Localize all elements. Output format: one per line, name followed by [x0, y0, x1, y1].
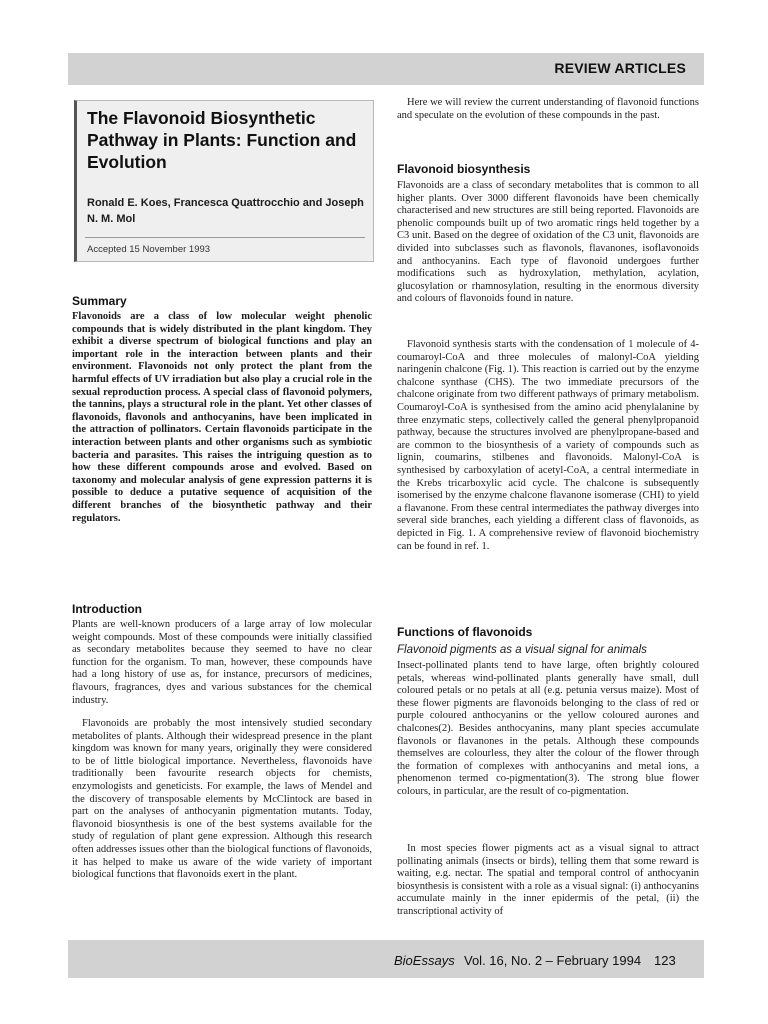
functions-heading: Functions of flavonoids	[397, 625, 533, 639]
article-authors: Ronald E. Koes, Francesca Quattrocchio and Joseph N. M. Mol	[87, 197, 364, 225]
article-title: The Flavonoid Biosynthetic Pathway in Plants: Function and Evolution	[87, 108, 357, 172]
section-label: REVIEW ARTICLES	[554, 60, 686, 76]
title-box	[74, 100, 374, 262]
pigments-subheading: Flavonoid pigments as a visual signal for animals	[397, 644, 647, 656]
page-number: 123	[654, 953, 676, 968]
functions-paragraph-1: Insect-pollinated plants tend to have large, often brightly coloured petals, whereas wind-pollinated plants generally have small, dull coloured petals or no petals at all (e.g. petunia versus maize). Most of these flower pigments are flavonoids belonging to the class of red or purple coloured anthocyanins or the yellow coloured aurones and chalcones(2). Besides anthocyanins, many plant species accumulate flavonols or flavanones in the petals. Although these compounds themselves are colourless, they alter the colour of the flower through the formation of complexes with anthocyanins and metal ions, a phenomenon termed co-pigmentation(3). The strong blue flower colours, in particular, are the result of co-pigmentation.	[397, 660, 699, 797]
introduction-paragraph-2: Flavonoids are probably the most intensively studied secondary metabolites of plants. Although their widespread presence in the plant kingdom was known for many years, originally they were considered to be of little biological importance. Nevertheless, flavonoids have traditionally been favourite research objects for chemists, enzymologists and geneticists. For example, the laws of Mendel and the discovery of transposable elements by McClintock are based in part on the analyses of anthocyanin pigmentation mutants. Today, flavonoid biosynthesis is one of the best systems available for the study of regulation of plant gene expression. Although this research often addresses issues other than the biological functions of flavonoids, it has helped to make us aware of the wide variety of important biological functions that flavonoids exert in the plant.	[72, 718, 372, 881]
header-bar	[68, 53, 704, 85]
summary-text: Flavonoids are a class of low molecular weight phenolic compounds that is widely distributed in the plant kingdom. They exhibit a diverse spectrum of biological functions and play an important role in the interaction between plants and their environment. Flavonoids not only protect the plant from the harmful effects of UV irradiation but also play a crucial role in the sexual reproduction process. A special class of flavonoid polymers, the tannins, plays a structural role in the plant. Yet other classes of flavonoids, flavonols and anthocyanins, have been implicated in the attraction of pollinators. Certain flavonoids participate in the interaction between plants and other organisms such as symbiotic bacteria and parasites. This raises the intriguing question as to how these different compounds arose and evolved. Based on taxonomy and molecular analysis of gene expression patterns it is possible to deduce a putative sequence of acquisition of the different branches of the biosynthetic pathway and their regulators.	[72, 311, 372, 524]
journal-name: BioEssays	[394, 953, 455, 968]
review-intro: Here we will review the current understanding of flavonoid functions and speculate on the evolution of these compounds in the past.	[397, 97, 699, 121]
biosynthesis-paragraph-1: Flavonoids are a class of secondary metabolites that is common to all higher plants. Over 3000 different flavonoids have been chemically characterised and new structures are still being reported. Flavonoids are phenolic compounds built up of two aromatic rings held together by a C3 unit. Based on the degree of oxidation of the C3 unit, flavonoids are divided into subclasses such as flavonols, flavanones, isoflavonoids and anthocyanins. Each type of flavonoid undergoes further modifications such as hydroxylation, methylation, acylation, glucosylation or rhamnosylation, resulting in the enormous diversity and colours of flavonoids found in nature.	[397, 180, 699, 305]
volume-info: Vol. 16, No. 2 – February 1994	[464, 953, 642, 968]
title-box-divider	[85, 237, 365, 238]
introduction-heading: Introduction	[72, 602, 142, 616]
biosynthesis-paragraph-2: Flavonoid synthesis starts with the condensation of 1 molecule of 4-coumaroyl-CoA and three molecules of malonyl-CoA yielding naringenin chalcone (Fig. 1). This reaction is carried out by the enzyme chalcone synthase (CHS). The two immediate precursors of the chalcone originate from two different pathways of primary metabolism. Coumaroyl-CoA is synthesised from the amino acid phenylalanine by three enzymatic steps, collectively called the general phenylpropanoid pathway, because the structures involved are phenylpropane-based and are common to the biosynthesis of a variety of compounds such as lignin, coumarins, stilbenes and flavonoids. Malonyl-CoA is synthesised by carboxylation of acetyl-CoA, a central intermediate in the Krebs tricarboxylic acid cycle. The chalcone is subsequently isomerised by the enzyme chalcone flavanone isomerase (CHI) to yield a flavanone. From these central intermediates the pathway diverges into several side branches, each yielding a different class of flavonoids, as depicted in Fig. 1. A comprehensive review of flavonoid biochemistry can be found in ref. 1.	[397, 339, 699, 552]
summary-heading: Summary	[72, 294, 127, 308]
accepted-date: Accepted 15 November 1993	[87, 244, 211, 255]
functions-paragraph-2: In most species flower pigments act as a visual signal to attract pollinating animals (insects or birds), telling them that some reward is waiting, e.g. nectar. The spatial and temporal control of anthocyanin biosynthesis is consistent with a role as a visual signal: (i) anthocyanins accumulate mainly in the inner epidermis of the petal, (ii) the transcriptional activity of	[397, 843, 699, 917]
biosynthesis-heading: Flavonoid biosynthesis	[397, 162, 531, 176]
introduction-paragraph-1: Plants are well-known producers of a large array of low molecular weight compounds. Most of these compounds were initially classified as secondary metabolites because they seemed to have no clear function for the organism. To man, however, these compounds have had a long history of use as, for instance, precursors of medicines, flavours, fragrances, dyes and various substances for the chemical industry.	[72, 619, 372, 706]
footer-bar	[68, 940, 704, 978]
